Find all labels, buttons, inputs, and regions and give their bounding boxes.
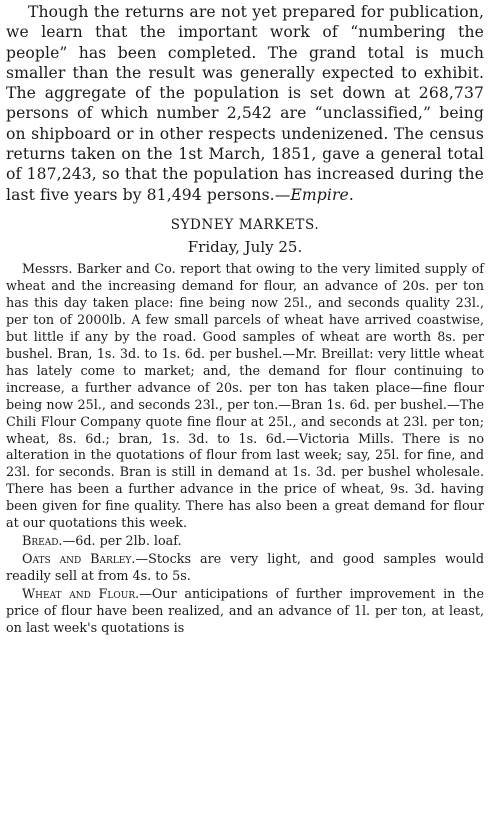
oats-barley-label: Oats and Barley.	[22, 552, 136, 568]
section-date: Friday, July 25.	[187, 237, 303, 256]
section-heading: SYDNEY MARKETS.	[170, 216, 320, 233]
census-text: Though the returns are not yet prepared for publication, we learn that the important work of “numbering the people” has been completed. The grand total is much smaller than the result was generally expected to exhibit. The aggregate of the population is set down at 268,737 persons of which number 2,542 are “unclassified,” being on shipboard or in other respects undenizened. The census returns taken on the 1st March, 1851, gave a general total of 187,243, so that the population has increased during the last five years by 81,494 persons.—	[6, 3, 484, 204]
wheat-flour-text: —Our anticipations of further improvement in the price of flour have been realized, and an advance of 1l. per ton, at least, on last week's quotations is	[6, 587, 484, 636]
oats-barley-text: —Stocks are very light, and good samples would readily sell at from 4s. to 5s.	[6, 552, 484, 585]
wheat-flour-paragraph	[6, 587, 484, 638]
market-report-paragraph: Messrs. Barker and Co. report that owing to the very limited supply of wheat and the increasing demand for flour, an advance of 20s. per ton has this day taken place: fine being now 25l., and seconds quality 23l., per ton of 2000lb. A few small parcels of wheat have arrived coastwise, but little if any by the road. Good samples of wheat are worth 8s. per bushel. Bran, 1s. 3d. to 1s. 6d. per bushel.—Mr. Breillat: very little wheat has lately come to market; and, the demand for flour continuing to increase, a further advance of 20s. per ton has taken place—fine flour being now 25l., and seconds 23l., per ton.—Bran 1s. 6d. per bushel.—The Chili Flour Company quote fine flour at 25l., and seconds at 23l. per ton; wheat, 8s. 6d.; bran, 1s. 3d. to 1s. 6d.—Victoria Mills. There is no alteration in the quotations of flour from last week; say, 25l. for fine, and 23l. for seconds. Bran is still in demand at 1s. 3d. per bushel wholesale. There has been a further advance in the price of wheat, 9s. 3d. having been given for fine quality. There has also been a great demand for flour at our quotations this week.	[6, 261, 484, 532]
census-paragraph	[6, 2, 484, 205]
wheat-flour-label: Wheat and Flour.	[22, 587, 140, 603]
bread-paragraph	[6, 534, 484, 551]
bread-text: —6d. per 2lb. loaf.	[62, 534, 182, 550]
oats-barley-paragraph	[6, 552, 484, 586]
census-source: Empire.	[290, 185, 354, 204]
bread-label: Bread.	[22, 534, 63, 550]
newspaper-column	[6, 2, 484, 638]
